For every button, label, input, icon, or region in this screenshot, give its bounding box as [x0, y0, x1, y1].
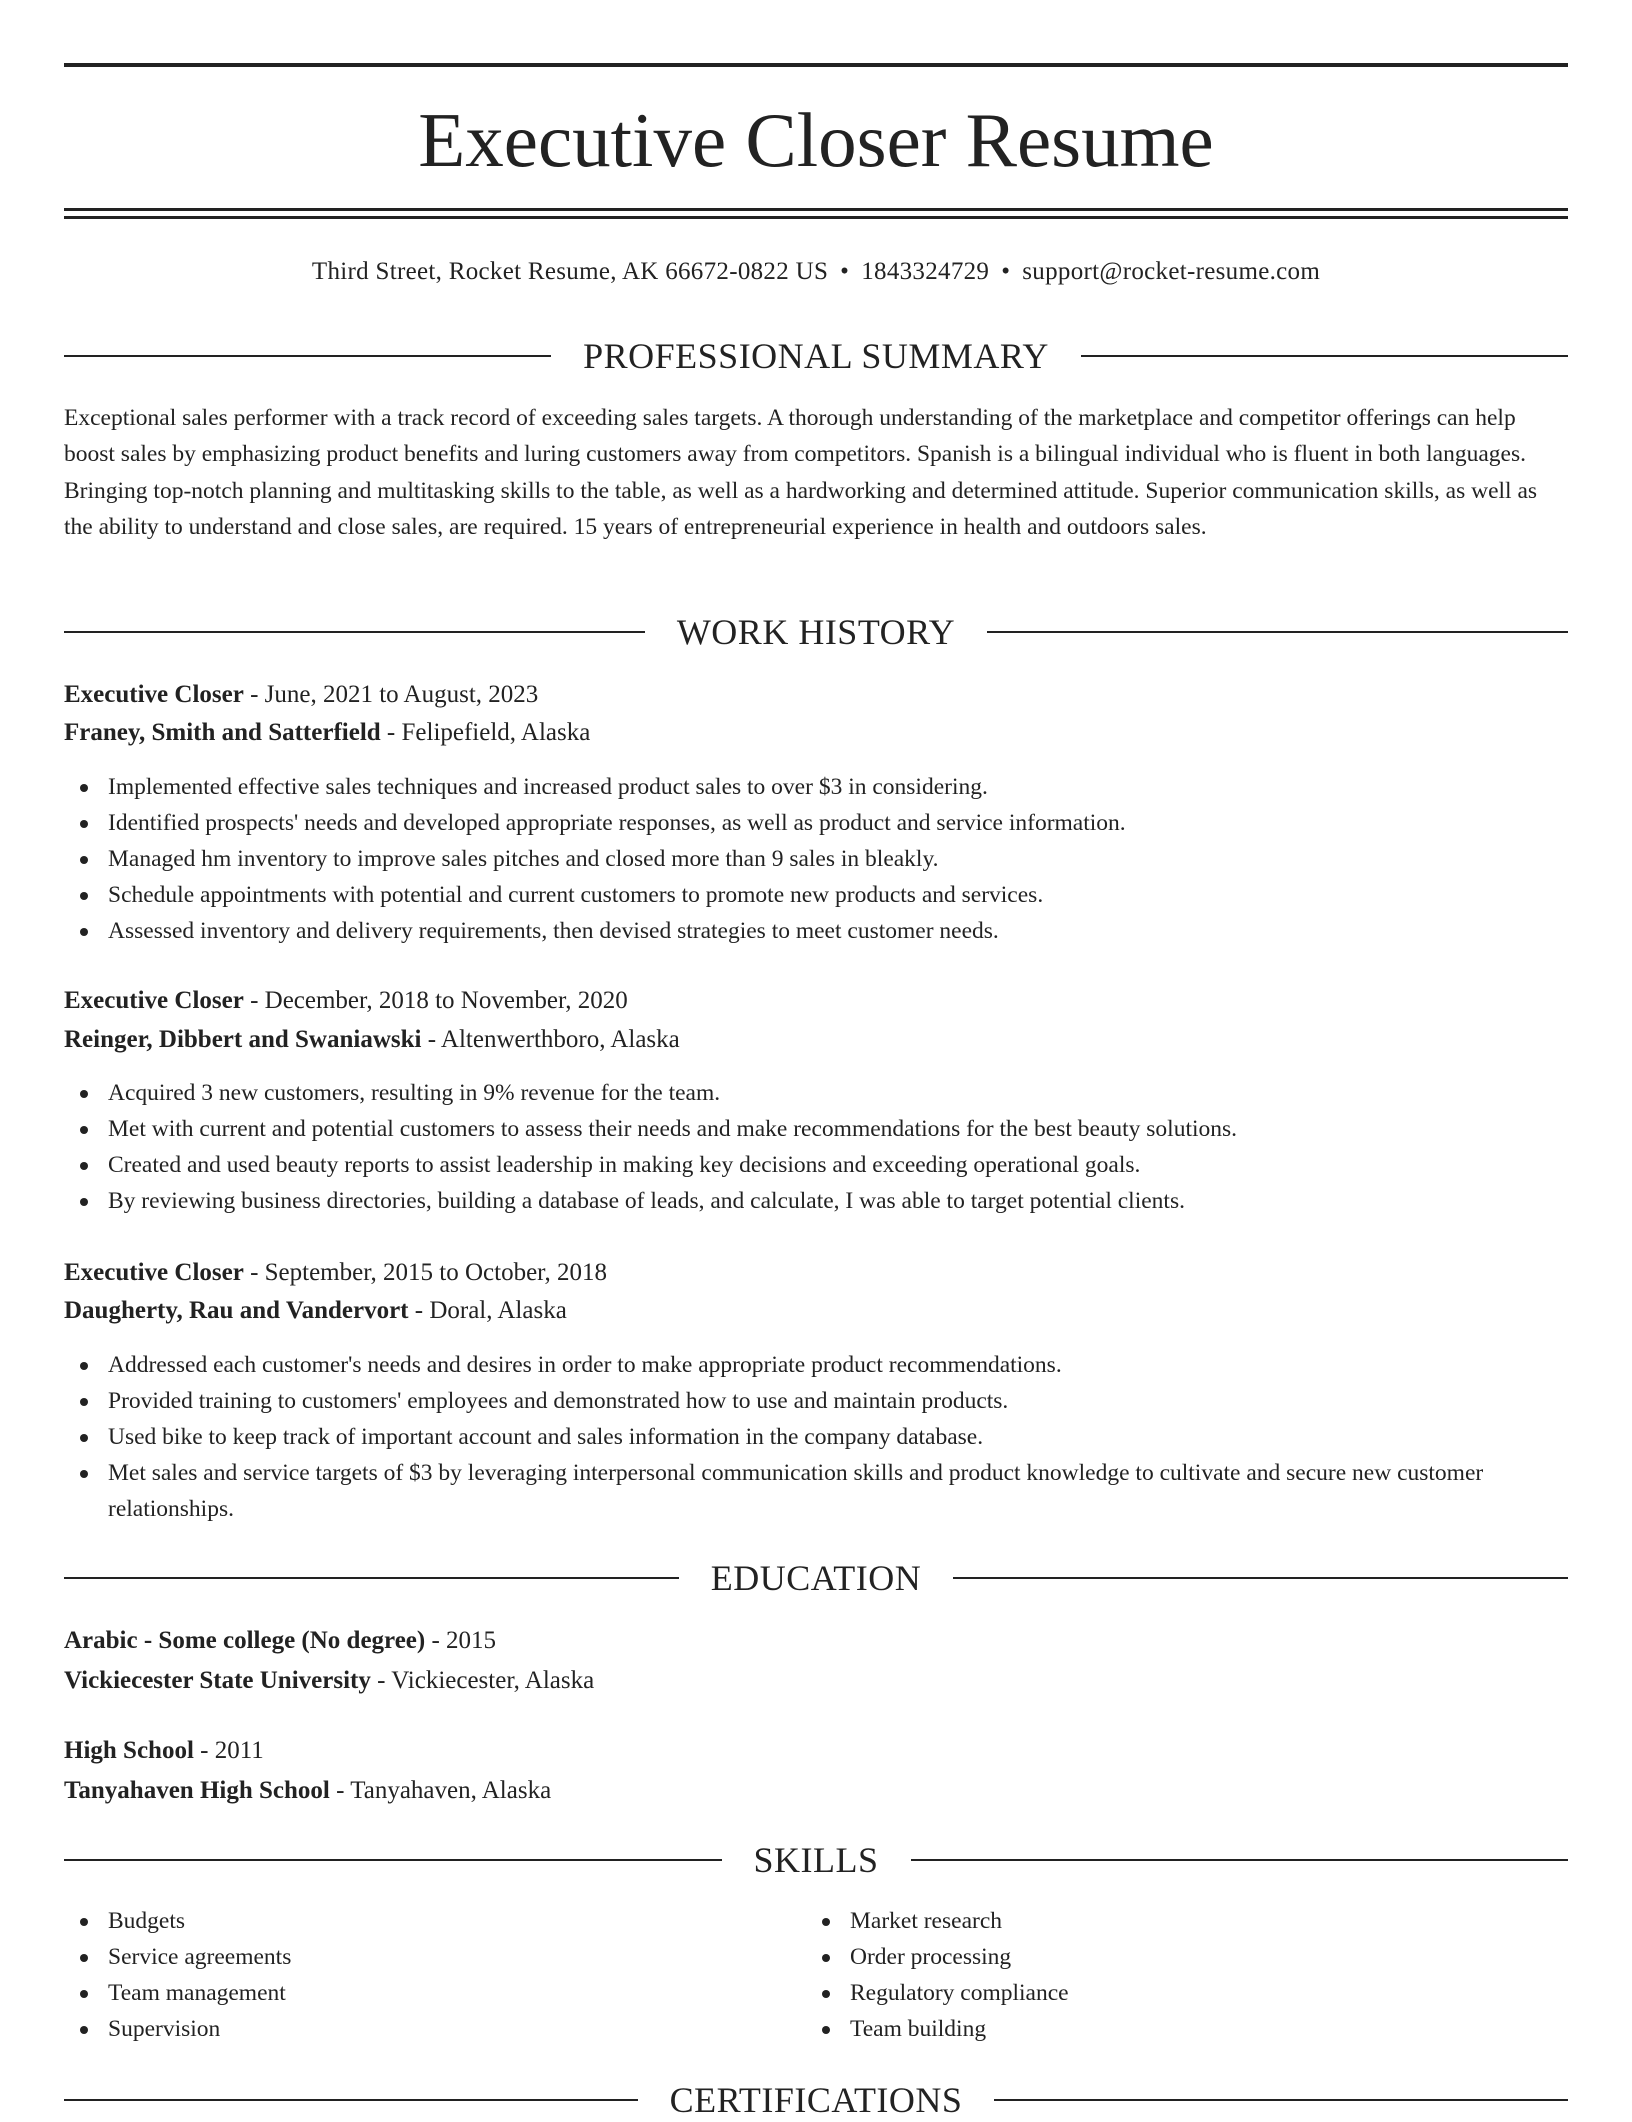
skill-item: Market research — [806, 1903, 1632, 1939]
degree-year: - 2015 — [431, 1627, 497, 1654]
list-item: Created and used beauty reports to assist leadership in making key decisions and exceeding operational goals. — [64, 1147, 1568, 1183]
contact-email: support@rocket-resume.com — [1022, 258, 1321, 285]
section-title: CERTIFICATIONS — [669, 2080, 963, 2120]
section-heading-summary — [64, 334, 1568, 378]
school-name: Tanyahaven High School — [64, 1777, 330, 1804]
summary-text: Exceptional sales performer with a track record of exceeding sales targets. A thorough understanding of the marketplace and competitor offerings can help boost sales by emphasizing product benefits and luring customers away from competitors. Spanish is a bilingual individual who is fluent in both languages. Bringing top-notch planning and multitasking skills to the table, as well as a hardworking and determined attitude. Superior communication skills, as well as the ability to understand and close sales, are required. 15 years of entrepreneurial experience in health and outdoors sales. — [64, 405, 1538, 541]
school-location: - Tanyahaven, Alaska — [336, 1777, 552, 1804]
skill-item: Team building — [806, 2011, 1632, 2047]
heading-rule — [987, 631, 1568, 633]
degree-year: - 2011 — [200, 1737, 264, 1764]
company-name: Daugherty, Rau and Vandervort — [64, 1297, 409, 1324]
title-rule-upper — [64, 208, 1568, 211]
heading-rule — [994, 2099, 1568, 2101]
contact-phone: 1843324729 — [861, 258, 990, 285]
degree-name: High School — [64, 1737, 194, 1764]
list-item: Acquired 3 new customers, resulting in 9% revenue for the team. — [64, 1075, 1568, 1111]
contact-separator: • — [840, 258, 850, 285]
list-item: Addressed each customer's needs and desires in order to make appropriate product recommendations. — [64, 1347, 1568, 1383]
job-title-line — [64, 983, 1568, 1019]
degree-name: Arabic - Some college (No degree) — [64, 1627, 426, 1654]
heading-rule — [64, 1859, 722, 1861]
school-location: - Vickiecester, Alaska — [377, 1667, 595, 1694]
top-rule — [64, 63, 1568, 67]
job-dates: - December, 2018 to November, 2020 — [250, 987, 628, 1014]
list-item: Implemented effective sales techniques and increased product sales to over $3 in considering. — [64, 769, 1568, 805]
list-item: Identified prospects' needs and developed appropriate responses, as well as product and service information. — [64, 805, 1568, 841]
company-name: Franey, Smith and Satterfield — [64, 719, 381, 746]
skill-item: Order processing — [806, 1939, 1632, 1975]
section-heading-education — [64, 1556, 1568, 1600]
job-title-line — [64, 1255, 1568, 1291]
skill-item: Supervision — [64, 2011, 1568, 2047]
job-company-line — [64, 715, 1568, 751]
list-item: Schedule appointments with potential and current customers to promote new products and services. — [64, 877, 1568, 913]
job-duties-list — [64, 769, 1568, 949]
skill-item: Regulatory compliance — [806, 1975, 1632, 2011]
company-location: - Doral, Alaska — [414, 1297, 567, 1324]
heading-rule — [64, 2099, 638, 2101]
school-name: Vickiecester State University — [64, 1667, 371, 1694]
section-heading-certifications — [64, 2078, 1568, 2122]
section-heading-work — [64, 610, 1568, 654]
job-title: Executive Closer — [64, 987, 244, 1014]
section-title: WORK HISTORY — [676, 612, 956, 652]
heading-rule — [911, 1859, 1569, 1861]
list-item: By reviewing business directories, building a database of leads, and calculate, I was able to target potential clients. — [64, 1183, 1568, 1219]
resume-title: Executive Closer Resume — [418, 97, 1214, 183]
heading-rule — [1081, 355, 1568, 357]
list-item: Managed hm inventory to improve sales pitches and closed more than 9 sales in bleakly. — [64, 841, 1568, 877]
contact-address: Third Street, Rocket Resume, AK 66672-0822 US — [311, 258, 829, 285]
skill-item: Budgets — [64, 1903, 1568, 1939]
skill-item: Service agreements — [64, 1939, 1568, 1975]
job-company-line — [64, 1022, 1568, 1058]
section-heading-skills — [64, 1838, 1568, 1882]
job-title: Executive Closer — [64, 1259, 244, 1286]
heading-rule — [64, 631, 645, 633]
section-title: EDUCATION — [710, 1558, 922, 1598]
job-company-line — [64, 1293, 1568, 1329]
heading-rule — [64, 355, 551, 357]
list-item: Used bike to keep track of important account and sales information in the company database. — [64, 1419, 1568, 1455]
degree-line — [64, 1733, 1568, 1769]
heading-rule — [953, 1577, 1568, 1579]
company-location: - Felipefield, Alaska — [386, 719, 591, 746]
list-item: Met sales and service targets of $3 by leveraging interpersonal communication skills and product knowledge to cultivate and secure new customer relationships. — [64, 1455, 1568, 1527]
job-duties-list — [64, 1347, 1568, 1527]
job-duties-list — [64, 1075, 1568, 1219]
company-location: - Altenwerthboro, Alaska — [427, 1026, 680, 1053]
title-rule-lower — [64, 216, 1568, 219]
degree-line — [64, 1623, 1568, 1659]
job-title: Executive Closer — [64, 681, 244, 708]
job-dates: - June, 2021 to August, 2023 — [250, 681, 539, 708]
contact-line — [64, 254, 1568, 290]
list-item: Provided training to customers' employees and demonstrated how to use and maintain products. — [64, 1383, 1568, 1419]
job-title-line — [64, 677, 1568, 713]
school-line — [64, 1773, 1568, 1809]
heading-rule — [64, 1577, 679, 1579]
list-item: Met with current and potential customers to assess their needs and make recommendations for the best beauty solutions. — [64, 1111, 1568, 1147]
job-dates: - September, 2015 to October, 2018 — [250, 1259, 608, 1286]
contact-separator: • — [1001, 258, 1011, 285]
school-line — [64, 1663, 1568, 1699]
list-item: Assessed inventory and delivery requirements, then devised strategies to meet customer needs. — [64, 913, 1568, 949]
skill-item: Team management — [64, 1975, 1568, 2011]
skills-list-right — [806, 1903, 1632, 2047]
section-title: PROFESSIONAL SUMMARY — [583, 336, 1049, 376]
section-title: SKILLS — [753, 1840, 879, 1880]
company-name: Reinger, Dibbert and Swaniawski — [64, 1026, 422, 1053]
